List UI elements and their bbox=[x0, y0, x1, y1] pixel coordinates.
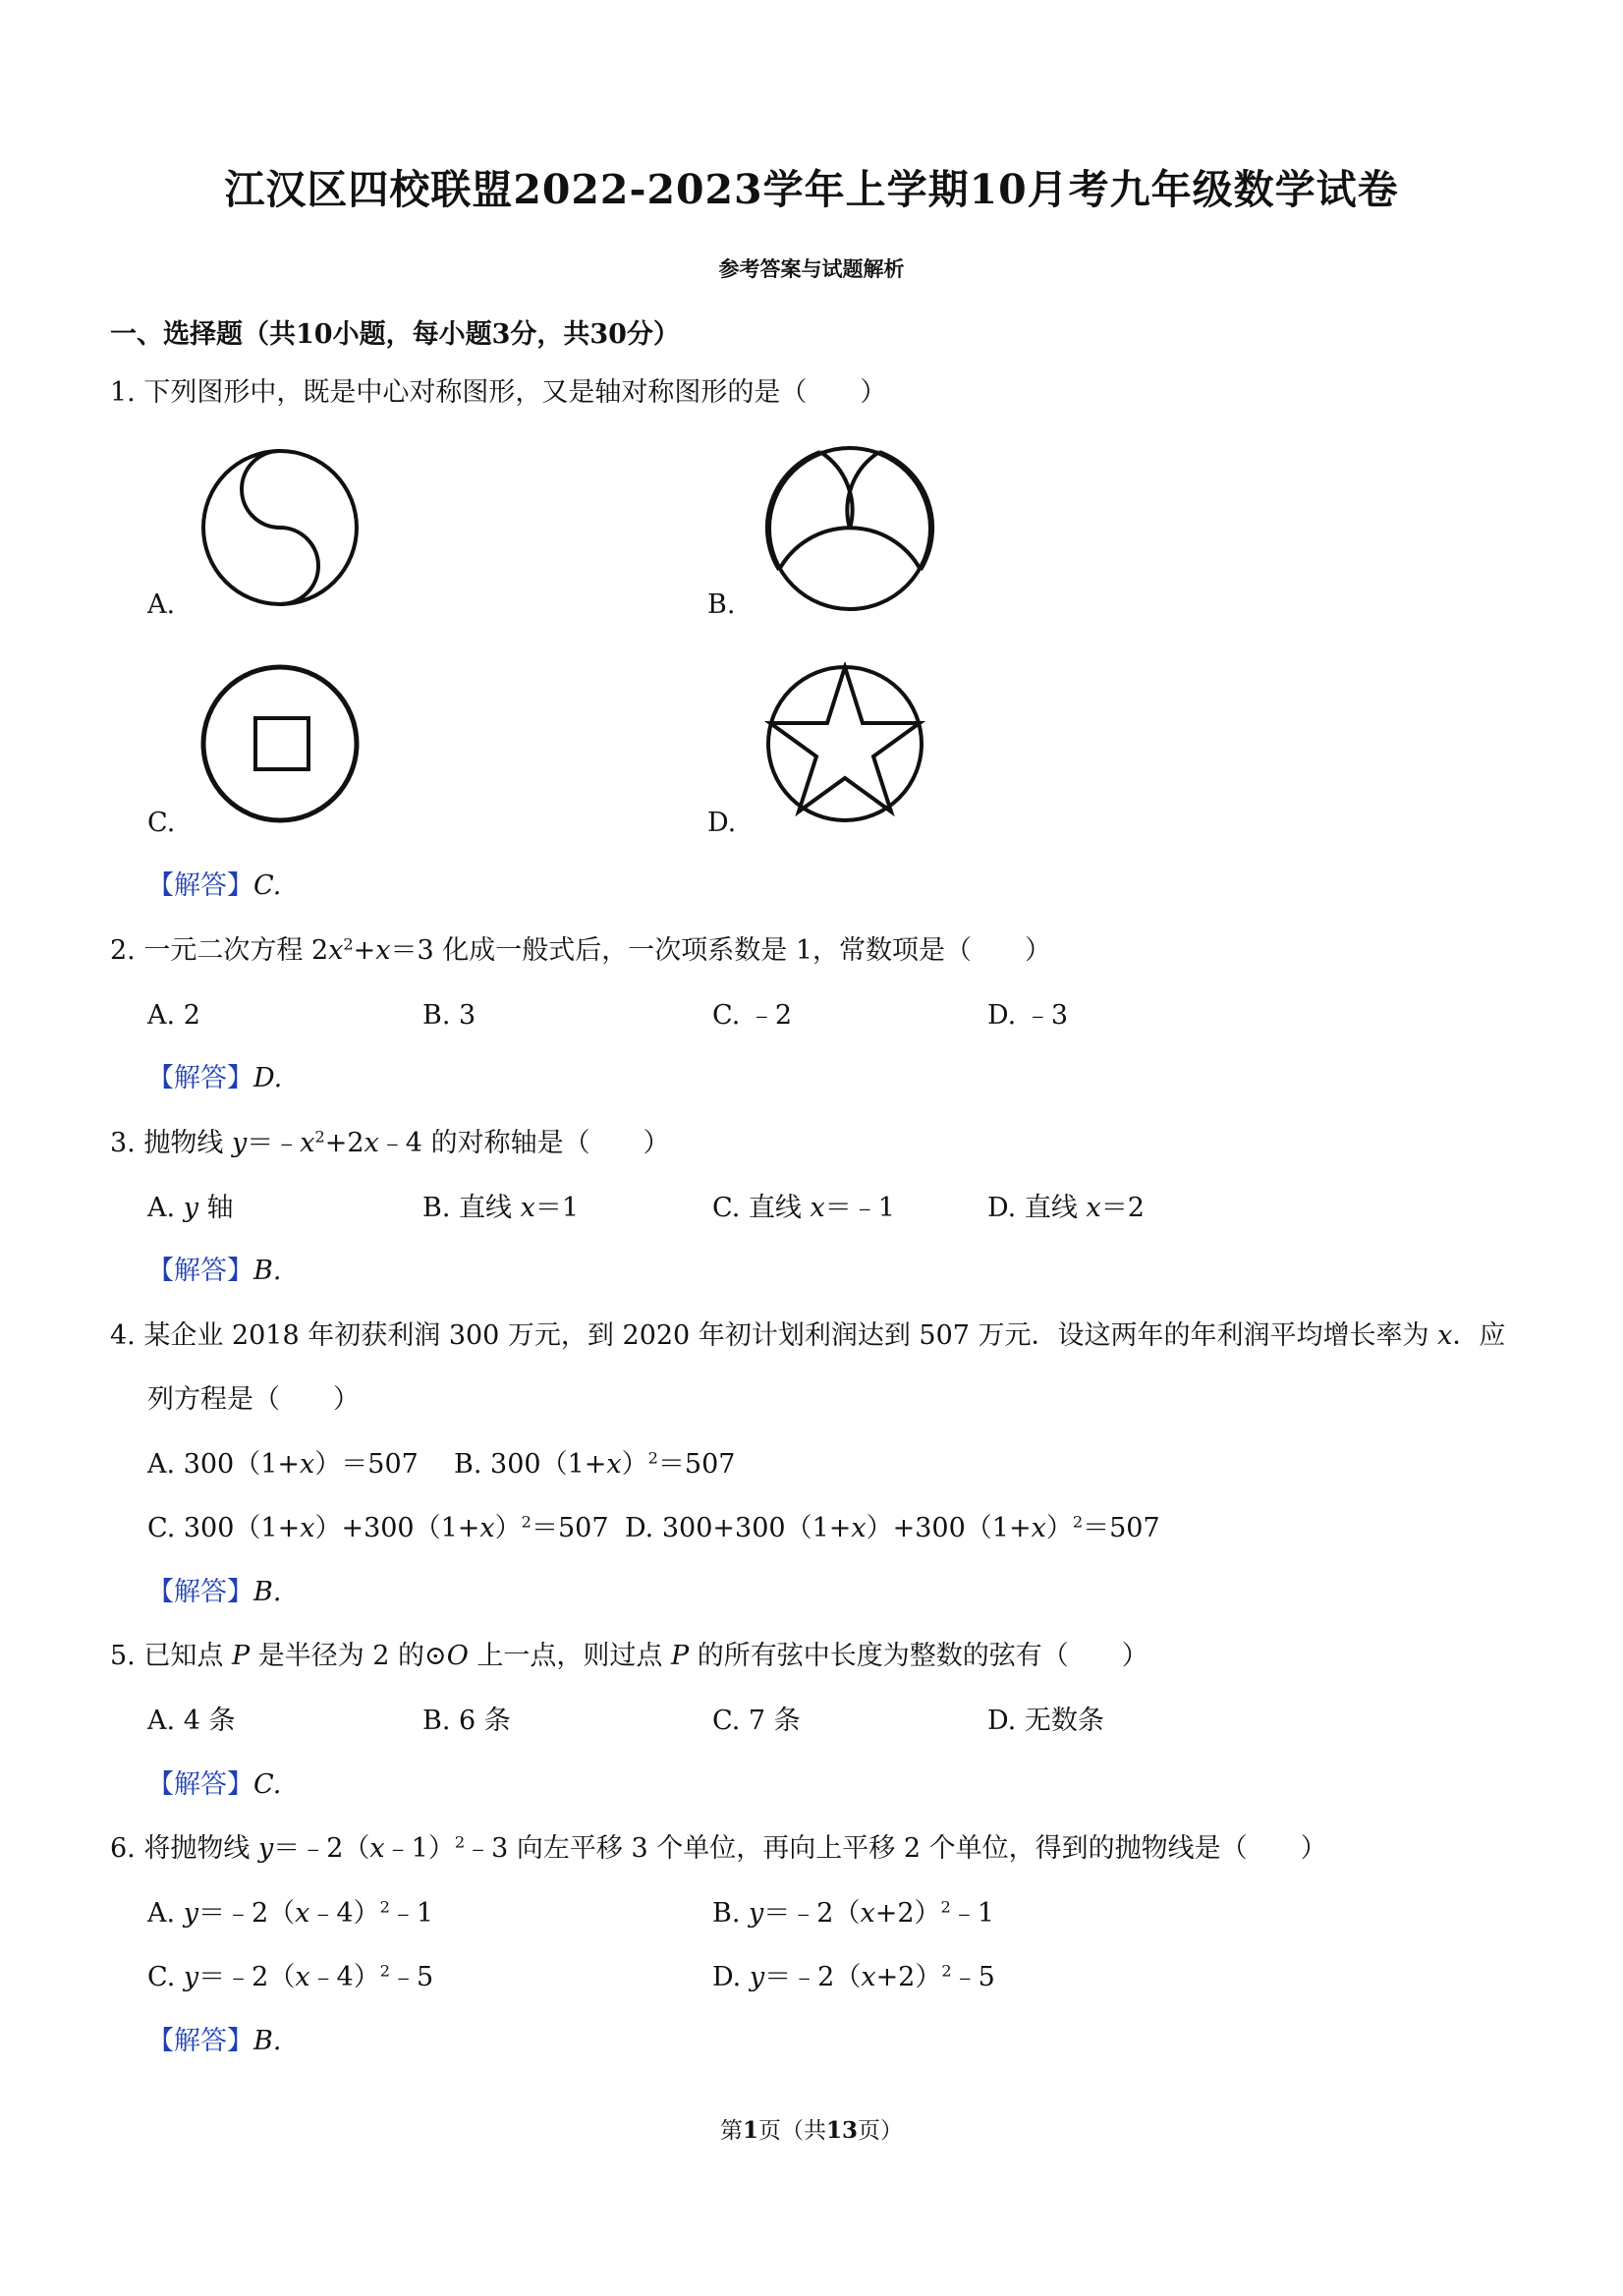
q3-option-c: C. 直线 x＝﹣1 bbox=[712, 1193, 895, 1223]
q6-option-b: B. $y=﹣2(x+2)^2﹣1$ bbox=[712, 1897, 995, 1929]
q5-option-d: D. 无数条 bbox=[987, 1706, 1104, 1736]
q6-answer: 【解答】B. bbox=[147, 2026, 282, 2056]
square-in-circle-icon bbox=[196, 662, 364, 829]
question-2-stem: 2. 一元二次方程 $2x^2+x=3$ 化成一般式后，一次项系数是 1，常数项是（ ） bbox=[110, 934, 1052, 966]
section-heading: 一、选择题（共10小题，每小题3分，共30分） bbox=[110, 319, 680, 350]
question-4-stem-line2: 列方程是（ ） bbox=[147, 1384, 360, 1415]
q5-option-c: C. 7 条 bbox=[712, 1706, 801, 1736]
yin-yang-icon bbox=[196, 447, 364, 614]
q4-option-b: B. $300(1+x)^2=507$ bbox=[454, 1448, 736, 1480]
q4-answer: 【解答】B. bbox=[147, 1577, 282, 1607]
page-title: 江汉区四校联盟2022-2023学年上学期10月考九年级数学试卷 bbox=[224, 166, 1399, 213]
question-6-stem: 6. 将抛物线 y＝﹣2（x﹣1）$^2$﹣3 向左平移 3 个单位，再向上平移 2 个单位，得到的抛物线是（ ） bbox=[110, 1832, 1327, 1864]
q1-option-d-label: D. bbox=[707, 808, 737, 838]
q1-option-c-label: C. bbox=[147, 808, 176, 838]
star-in-circle-icon bbox=[761, 662, 928, 829]
q1-option-a-label: A. bbox=[147, 589, 176, 620]
page-subtitle: 参考答案与试题解析 bbox=[718, 256, 905, 281]
page-footer: 第1页（共13页） bbox=[719, 2117, 904, 2144]
q4-option-c: C. $300(1+x)+300(1+x)^2=507$ bbox=[147, 1512, 609, 1543]
question-1-stem: 1. 下列图形中，既是中心对称图形，又是轴对称图形的是（ ） bbox=[110, 377, 887, 408]
q6-option-c: C. y＝﹣2（x﹣4）$^2$﹣5 bbox=[147, 1961, 434, 1992]
three-arcs-circle-icon bbox=[761, 440, 938, 617]
q2-option-c: C. ﹣2 bbox=[712, 1000, 793, 1031]
q3-option-a: A. y 轴 bbox=[147, 1193, 234, 1223]
q3-option-b: B. 直线 x＝1 bbox=[422, 1193, 580, 1223]
question-3-stem: 3. 抛物线 $y=﹣x^2+2x﹣4$ 的对称轴是（ ） bbox=[110, 1127, 670, 1158]
q2-option-d: D. ﹣3 bbox=[987, 1000, 1069, 1031]
q2-answer: 【解答】D. bbox=[147, 1063, 283, 1093]
question-4-stem: 4. 某企业 2018 年初获利润 300 万元，到 2020 年初计划利润达到 507 万元．设这两年的年利润平均增长率为 x．应 bbox=[110, 1320, 1506, 1351]
q3-option-d: D. 直线 x＝2 bbox=[987, 1193, 1145, 1223]
q2-option-b: B. 3 bbox=[422, 1000, 476, 1031]
q2-option-a: A. 2 bbox=[147, 1000, 200, 1031]
q5-answer: 【解答】C. bbox=[147, 1769, 282, 1800]
q4-option-d: D. $300+300(1+x)+300(1+x)^2=507$ bbox=[625, 1512, 1160, 1543]
question-5-stem: 5. 已知点 P 是半径为 2 的⊙O 上一点，则过点 P 的所有弦中长度为整数的弦有（ ） bbox=[110, 1641, 1148, 1671]
q3-answer: 【解答】B. bbox=[147, 1256, 282, 1286]
q5-option-a: A. 4 条 bbox=[147, 1706, 236, 1736]
q1-answer: 【解答】C. bbox=[147, 870, 282, 901]
q6-option-a: A. y＝﹣2（x﹣4）$^2$﹣1 bbox=[147, 1897, 434, 1929]
q5-option-b: B. 6 条 bbox=[422, 1706, 511, 1736]
q4-option-a: A. 300（1+x）＝507 bbox=[147, 1449, 419, 1480]
q6-option-d: D. $y=﹣2(x+2)^2﹣5$ bbox=[712, 1961, 995, 1992]
q1-option-b-label: B. bbox=[707, 589, 736, 620]
